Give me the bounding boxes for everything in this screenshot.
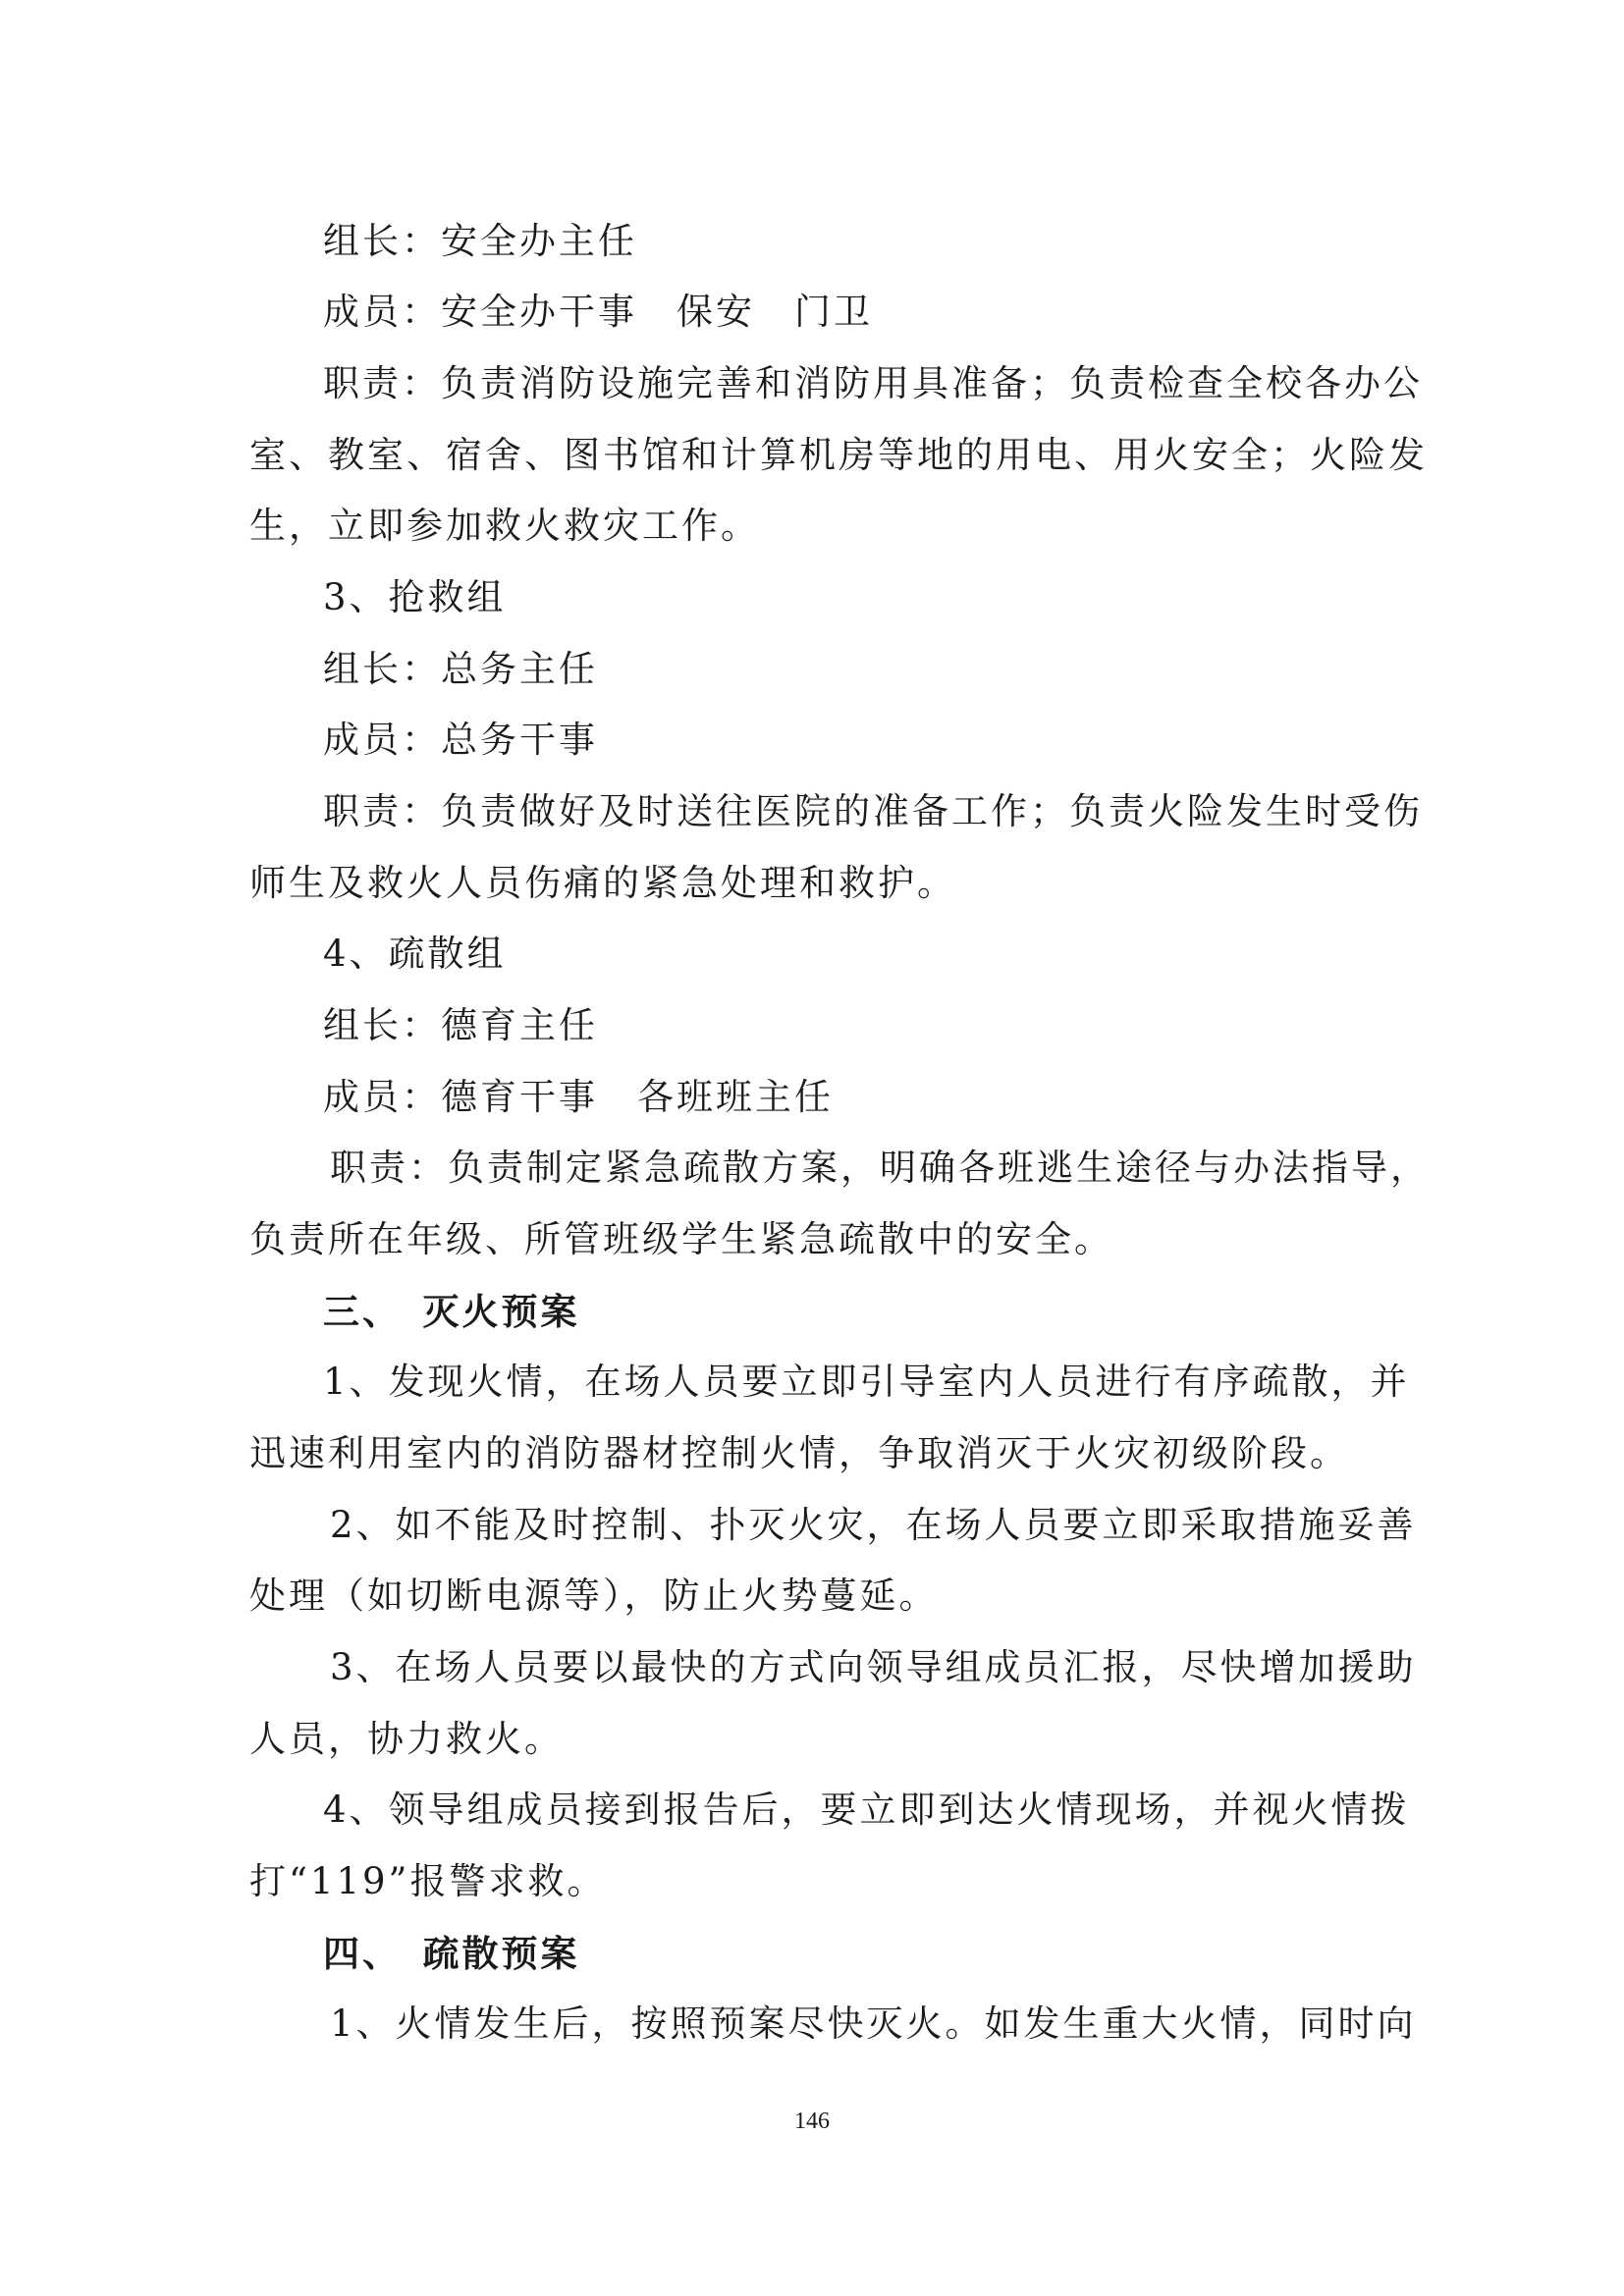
text-line: 打“119”报警求救。	[249, 1860, 607, 1902]
text-line: 迅速利用室内的消防器材控制火情，争取消灭于火灾初级阶段。	[249, 1432, 1349, 1474]
section-subheading: 4、疏散组	[323, 933, 507, 975]
text-line: 组长：安全办主任	[323, 220, 637, 262]
text-line: 1、火情发生后，按照预案尽快灭火。如发生重大火情，同时向	[330, 2002, 1417, 2045]
page-number: 146	[794, 2109, 830, 2134]
text-line: 组长：德育主任	[323, 1004, 598, 1046]
text-line: 2、如不能及时控制、扑灭火灾，在场人员要立即采取措施妥善	[330, 1504, 1417, 1546]
text-line: 成员：安全办干事 保安 门卫	[323, 291, 873, 333]
text-line: 职责：负责制定紧急疏散方案，明确各班逃生途径与办法指导，	[330, 1147, 1430, 1189]
text-line: 职责：负责做好及时送往医院的准备工作；负责火险发生时受伤	[323, 790, 1423, 832]
section-heading: 三、 灭火预案	[323, 1290, 580, 1333]
text-line: 4、领导组成员接到报告后，要立即到达火情现场，并视火情拨	[323, 1789, 1410, 1831]
text-line: 3、在场人员要以最快的方式向领导组成员汇报，尽快增加援助	[330, 1646, 1417, 1688]
text-line: 人员，协力救火。	[249, 1718, 564, 1760]
text-line: 室、教室、宿舍、图书馆和计算机房等地的用电、用火安全；火险发	[249, 434, 1428, 476]
text-line: 成员：德育干事 各班班主任	[323, 1076, 834, 1118]
section-subheading: 3、抢救组	[323, 576, 507, 618]
text-line: 1、发现火情，在场人员要立即引导室内人员进行有序疏散，并	[323, 1361, 1410, 1403]
section-heading: 四、 疏散预案	[323, 1932, 580, 1975]
text-line: 职责：负责消防设施完善和消防用具准备；负责检查全校各办公	[323, 362, 1423, 404]
text-line: 组长：总务主任	[323, 648, 598, 690]
text-line: 处理（如切断电源等），防止火势蔓延。	[249, 1575, 939, 1617]
text-line: 生，立即参加救火救灾工作。	[249, 505, 760, 547]
text-line: 师生及救火人员伤痛的紧急处理和救护。	[249, 862, 956, 904]
text-line: 负责所在年级、所管班级学生紧急疏散中的安全。	[249, 1218, 1113, 1260]
text-line: 成员：总务干事	[323, 719, 598, 761]
